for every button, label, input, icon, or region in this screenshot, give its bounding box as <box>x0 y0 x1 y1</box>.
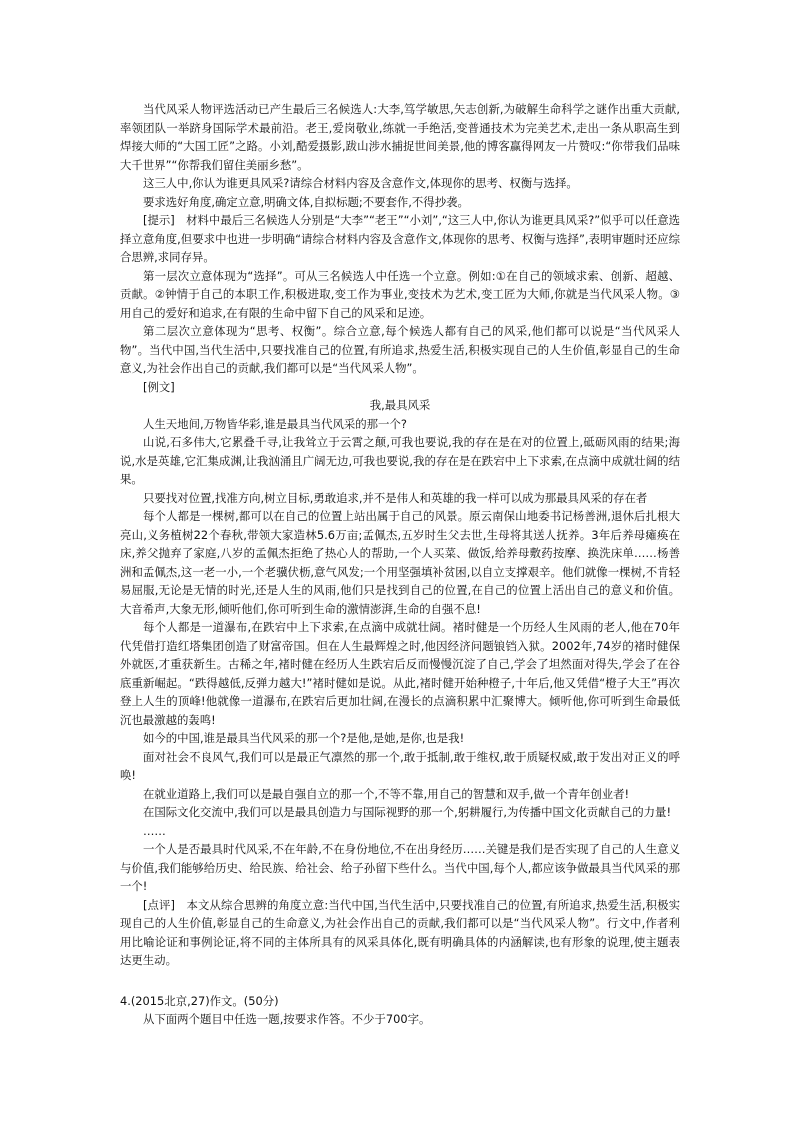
level2-paragraph: 第二层次立意体现为“思考、权衡”。综合立意,每个候选人都有自己的风采,他们都可以说是“当代风采人物”。当代中国,当代生活中,只要找准自己的位置,有所追求,热爱生活,积极实现自己的人生价值,彰显自己的生命意义,为社会作出自己的贡献,我们都可以是“当代风采人物”。 <box>120 324 680 375</box>
level1-paragraph: 第一层次立意体现为“选择”。可从三名候选人中任选一个立意。例如:①在自己的领域求索、创新、超越、贡献。②钟情于自己的本职工作,积极进取,变工作为事业,变技术为艺术,变工匠为大师,你就是当代风采人物。③用自己的爱好和追求,在有限的生命中留下自己的风采和足迹。 <box>120 268 680 320</box>
example-label: [例文] <box>143 379 175 394</box>
document-page <box>120 100 680 1029</box>
question-paragraph: 这三人中,你认为谁更具风采?请综合材料内容及含意作文,体现你的思考、权衡与选择。 <box>143 176 578 190</box>
essay-paragraph: 在国际文化交流中,我们可以是最具创造力与国际视野的那一个,躬耕履行,为传播中国文化贡献自己的力量! <box>143 805 672 819</box>
intro-paragraph: 当代风采人物评选活动已产生最后三名候选人:大李,笃学敏思,矢志创新,为破解生命科学之谜作出重大贡献,率领团队一举跻身国际学术最前沿。老王,爱岗敬业,练就一手绝活,变普通技术为完美艺术,走出一条从职高生到焊接大师的“大国工匠”之路。小刘,酷爱摄影,跋山涉水捕捉世间美景,他的博客赢得网友一片赞叹:“你带我们品味大千世界”“你帮我们留住美丽乡愁”。 <box>120 102 680 172</box>
question-4-heading: 4.(2015北京,27)作文。(50分) <box>120 993 279 1008</box>
hint-paragraph: [提示] 材料中最后三名候选人分别是“大李”“老王”“小刘”,“这三人中,你认为谁更具风采?”似乎可以任意选择立意角度,但要求中也进一步明确“请综合材料内容及含意作文,体现你的思考、权衡与选择”,表明审题时还应综合思辨,求同存异。 <box>120 213 680 264</box>
essay-title: 我,最具风采 <box>369 398 431 412</box>
essay-paragraph: 每个人都是一棵树,都可以在自己的位置上站出属于自己的风景。原云南保山地委书记杨善洲,退休后扎根大亮山,义务植树22个春秋,带领大家造林5.6万亩;孟佩杰,五岁时生父去世,生母将其送人抚养。3年后养母瘫痪在床,养父抛弃了家庭,八岁的孟佩杰拒绝了热心人的帮助,一个人买菜、做饭,给养母敷药按摩、换洗床单……杨善洲和孟佩杰,这一老一小,一个老骥伏枥,意气风发;一个用坚强填补贫困,以自立支撑艰辛。他们就像一棵树,不肯轻易屈服,无论是无情的时光,还是人生的风雨,他们只是找到自己的位置,在自己的位置上活出自己的意义和价值。大音希声,大象无形,倾听他们,你可听到生命的激情澎湃,生命的自强不息! <box>120 509 680 616</box>
essay-paragraph: 面对社会不良风气,我们可以是最正气凛然的那一个,敢于抵制,敢于维权,敢于质疑权威,敢于发出对正义的呼唤! <box>120 749 680 782</box>
requirements-paragraph: 要求选好角度,确定立意,明确文体,自拟标题;不要套作,不得抄袭。 <box>143 194 469 209</box>
question-4-instruction: 从下面两个题目中任选一题,按要求作答。不少于700字。 <box>143 1012 431 1026</box>
ellipsis-line: …… <box>143 823 166 838</box>
comment-paragraph: [点评] 本文从综合思辨的角度立意:当代中国,当代生活中,只要找准自己的位置,有所追求,热爱生活,积极实现自己的人生价值,彰显自己的生命意义,为社会作出自己的贡献,我们都可以是“当代风采人物”。行文中,作者利用比喻论证和事例论证,将不同的主体所具有的风采具体化,既有明确具体的内涵解读,也有形象的说理,使主题表达更生动。 <box>120 897 680 967</box>
essay-paragraph: 每个人都是一道瀑布,在跌宕中上下求索,在点滴中成就壮阔。褚时健是一个历经人生风雨的老人,他在70年代凭借打造红塔集团创造了财富帝国。但在人生最辉煌之时,他因经济问题锒铛入狱。2002年,74岁的褚时健保外就医,才重获新生。古稀之年,褚时健在经历人生跌宕后反而慢慢沉淀了自己,学会了坦然面对得失,学会了在谷底重新崛起。“跌得越低,反弹力越大!”褚时健如是说。从此,褚时健开始种橙子,十年后,他又凭借“橙子大王”再次登上人生的顶峰!他就像一道瀑布,在跌宕后更加壮阔,在漫长的点滴积累中汇聚博大。倾听他,你可听到生命最低沉也最激越的轰鸣! <box>120 620 680 727</box>
essay-paragraph: 在就业道路上,我们可以是最自强自立的那一个,不等不靠,用自己的智慧和双手,做一个青年创业者! <box>143 786 630 801</box>
conclusion-paragraph: 一个人是否最具时代风采,不在年龄,不在身份地位,不在出身经历……关键是我们是否实现了自己的人生意义与价值,我们能够给历史、给民族、给社会、给子孙留下些什么。当代中国,每个人,都应该争做最具当代风采的那一个! <box>120 842 680 893</box>
essay-paragraph: 人生天地间,万物皆华彩,谁是最具当代风采的那一个? <box>143 416 407 431</box>
essay-paragraph: 如今的中国,谁是最具当代风采的那一个?是他,是她,是你,也是我! <box>143 731 465 745</box>
essay-paragraph: 只要找对位置,找准方向,树立目标,勇敢追求,并不是伟人和英雄的我一样可以成为那最具风采的存在者 <box>143 490 648 505</box>
essay-paragraph: 山说,石多伟大,它累叠千寻,让我耸立于云霄之颠,可我也要说,我的存在是在对的位置上,砥砺风雨的结果;海说,水是英雄,它汇集成渊,让我汹涌且广阔无边,可我也要说,我的存在是在跌宕中上下求索,在点滴中成就壮阔的结果。 <box>120 435 680 486</box>
